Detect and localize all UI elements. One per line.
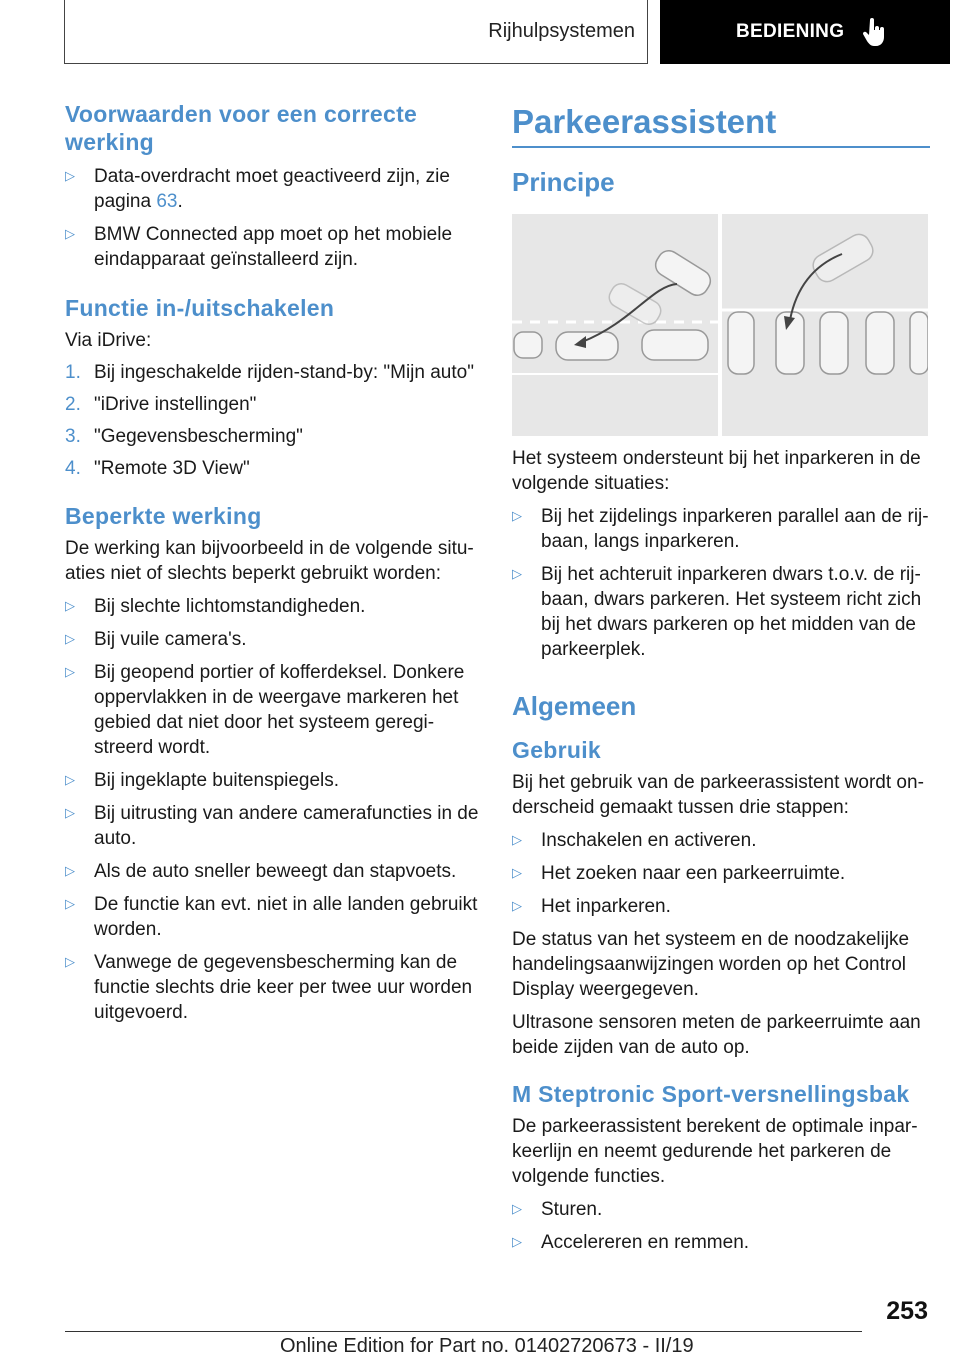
list-item: ▷ Data-overdracht moet geactiveerd zijn, zie pagina 63. <box>65 166 450 212</box>
principle-intro: Het systeem ondersteunt bij het inparkeren in de volgende situaties: <box>512 448 921 494</box>
list-item: ▷ Bij slechte lichtomstandigheden. <box>65 596 366 617</box>
list-item: ▷ Vanwege de gegevensbescherming kan de functie slechts drie keer per twee uur worden uitgevoerd. <box>65 952 473 1023</box>
list-item: ▷ Sturen. <box>512 1199 603 1220</box>
triangle-bullet-icon: ▷ <box>65 896 75 911</box>
list-item: 1. Bij ingeschakelde rijden-stand-by: "Mijn auto" <box>65 362 474 383</box>
triangle-bullet-icon: ▷ <box>512 832 522 847</box>
list-item: ▷ Het zoeken naar een parkeerruimte. <box>512 863 846 884</box>
list-item: 4. "Remote 3D View" <box>65 458 250 479</box>
list-item: ▷ BMW Connected app moet op het mobiele eindapparaat geïnstalleerd zijn. <box>65 224 453 270</box>
list-item: ▷ Inschakelen en activeren. <box>512 830 757 851</box>
footer-edition: Online Edition for Part no. 01402720673 - II/19 <box>280 1335 694 1357</box>
steptronic-intro: De parkeerassistent berekent de optimale inparkeerlijn en neemt gedurende het parkeren de volgende functies. <box>512 1116 918 1187</box>
triangle-bullet-icon: ▷ <box>65 631 75 646</box>
page-number: 253 <box>886 1297 928 1325</box>
section-title: Rijhulpsystemen <box>488 20 635 42</box>
triangle-bullet-icon: ▷ <box>65 226 75 241</box>
triangle-bullet-icon: ▷ <box>65 772 75 787</box>
usage-list <box>512 828 930 919</box>
usage-intro: Bij het gebruik van de parkeerassistent wordt onderscheid gemaakt tussen drie stappen: <box>512 772 924 818</box>
triangle-bullet-icon: ▷ <box>65 598 75 613</box>
requirements-heading: Voorwaarden voor een correcte werking <box>65 101 418 155</box>
principle-heading: Principe <box>512 167 615 197</box>
footer-rule <box>65 1331 862 1332</box>
left-column <box>65 100 483 1033</box>
triangle-bullet-icon: ▷ <box>65 954 75 969</box>
list-item: ▷ Bij geopend portier of kofferdeksel. Donkere oppervlakken in de weergave markeren het gebied dat niet door het systeem geregistreerd wordt. <box>65 662 465 758</box>
triangle-bullet-icon: ▷ <box>512 865 522 880</box>
list-item: 2. "iDrive instellingen" <box>65 394 257 415</box>
title-rule <box>512 146 930 148</box>
page-header <box>64 0 950 66</box>
list-item: ▷ Bij het achteruit inparkeren dwars t.o.v. de rijbaan, dwars parkeren. Het systeem richt zich bij het dwars parkeren op het midden van de parkeerplek. <box>512 564 922 660</box>
list-item: ▷ Bij uitrusting van andere camerafuncties in de auto. <box>65 803 479 849</box>
section-tab <box>64 0 648 64</box>
steptronic-list <box>512 1197 930 1255</box>
toggle-heading: Functie in-/uitschakelen <box>65 295 335 321</box>
list-item: ▷ Accelereren en remmen. <box>512 1232 750 1253</box>
principle-list <box>512 504 930 662</box>
toggle-intro: Via iDrive: <box>65 330 152 351</box>
requirements-list <box>65 164 483 272</box>
chapter-title: BEDIENING <box>736 21 845 42</box>
triangle-bullet-icon: ▷ <box>65 664 75 679</box>
triangle-bullet-icon: ▷ <box>512 1234 522 1249</box>
triangle-bullet-icon: ▷ <box>512 566 522 581</box>
limitations-heading: Beperkte werking <box>65 503 262 529</box>
general-heading: Algemeen <box>512 691 637 721</box>
page-title: Parkeerassistent <box>512 103 777 140</box>
steptronic-heading: M Steptronic Sport-versnellingsbak <box>512 1081 910 1107</box>
triangle-bullet-icon: ▷ <box>512 898 522 913</box>
hand-pointer-icon <box>862 17 888 47</box>
limitations-list <box>65 594 483 1025</box>
list-item: ▷ Bij het zijdelings inparkeren parallel aan de rijbaan, langs inparkeren. <box>512 506 929 552</box>
list-item: ▷ Bij vuile camera's. <box>65 629 247 650</box>
parking-illustration <box>512 214 928 436</box>
usage-heading: Gebruik <box>512 737 602 763</box>
limitations-intro: De werking kan bijvoorbeeld in de volgende situaties niet of slechts beperkt gebruikt worden: <box>65 538 474 584</box>
triangle-bullet-icon: ▷ <box>512 1201 522 1216</box>
triangle-bullet-icon: ▷ <box>65 863 75 878</box>
triangle-bullet-icon: ▷ <box>65 805 75 820</box>
list-item: ▷ Bij ingeklapte buitenspiegels. <box>65 770 340 791</box>
list-item: 3. "Gegevensbescherming" <box>65 426 303 447</box>
chapter-tab <box>660 0 950 64</box>
page-link[interactable]: 63 <box>156 191 178 212</box>
right-column <box>512 100 930 1263</box>
usage-paragraph-1: De status van het systeem en de noodzakelijke handelingsaanwijzingen worden op het Control Display weergegeven. <box>512 929 910 1000</box>
usage-paragraph-2: Ultrasone sensoren meten de parkeerruimte aan beide zijden van de auto op. <box>512 1012 921 1058</box>
list-item: ▷ Het inparkeren. <box>512 896 671 917</box>
list-item: ▷ De functie kan evt. niet in alle landen gebruikt worden. <box>65 894 478 940</box>
triangle-bullet-icon: ▷ <box>65 168 75 183</box>
list-item: ▷ Als de auto sneller beweegt dan stapvoets. <box>65 861 457 882</box>
toggle-steps <box>65 360 483 481</box>
triangle-bullet-icon: ▷ <box>512 508 522 523</box>
